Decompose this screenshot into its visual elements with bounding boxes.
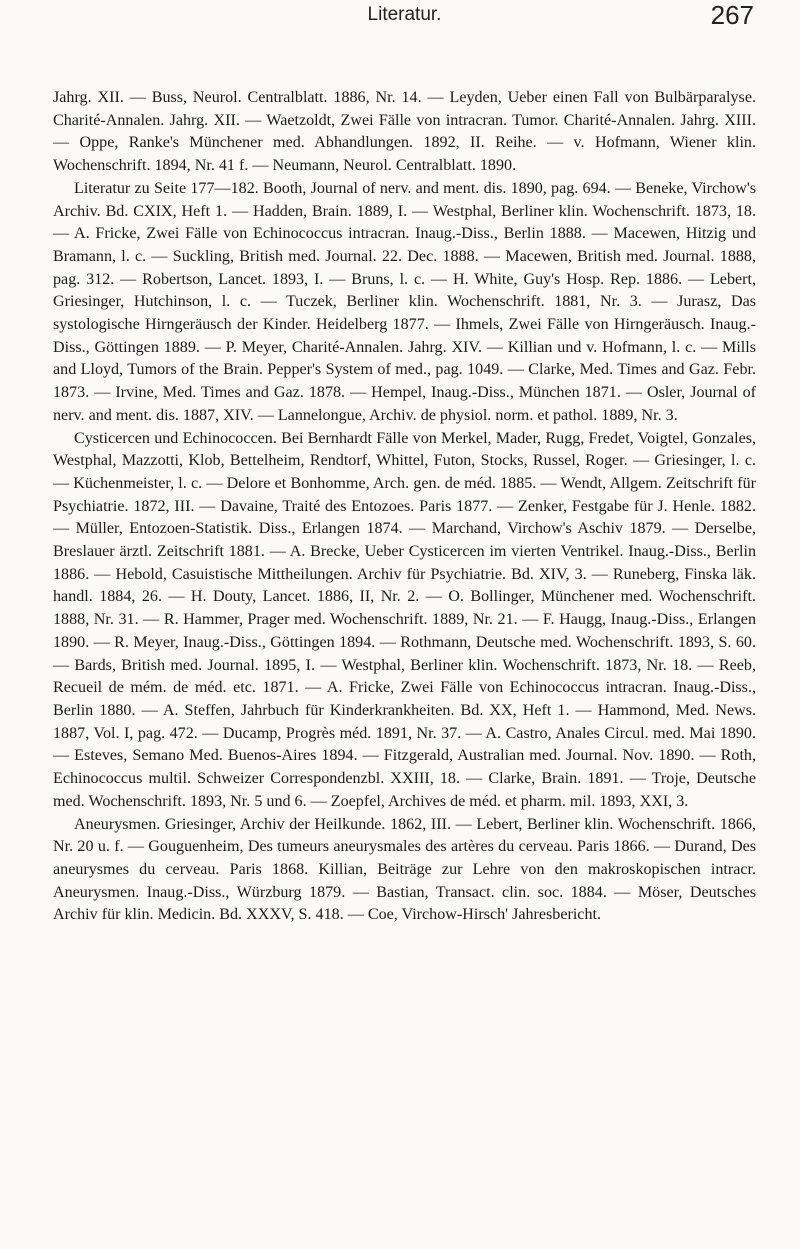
paragraph-aneurysmen: Aneurysmen. Griesinger, Archiv der Heilkunde. 1862, III. — Lebert, Berliner klin. Wochenschrift. 1866, Nr. 20 u. f. — Gouguenheim, Des tumeurs aneurysmales des artères du cerveau. Paris 1866. — Durand, Des aneurysmes du cerveau. Paris 1868. Killian, Beiträge zur Lehre von den makroskopischen intracr. Aneurysmen. Inaug.-Diss., Würzburg 1879. — Bastian, Transact. clin. soc. 1884. — Möser, Deutsches Archiv für klin. Medicin. Bd. XXXV, S. 418. — Coe, Virchow-Hirsch' Jahresbericht.	[53, 815, 756, 924]
paragraph-continuation: Jahrg. XII. — Buss, Neurol. Centralblatt. 1886, Nr. 14. — Leyden, Ueber einen Fall von Bulbärparalyse. Charité-Annalen. Jahrg. XII. — Waetzoldt, Zwei Fälle von intracran. Tumor. Charité-Annalen. Jahrg. XIII. — Oppe, Ranke's Münchener med. Abhandlungen. 1892, II. Reihe. — v. Hofmann, Wiener klin. Wochenschrift. 1894, Nr. 41 f. — Neumann, Neurol. Centralblatt. 1890.	[53, 89, 756, 175]
running-title: Literatur.	[367, 4, 442, 25]
page-header	[53, 0, 756, 40]
page-number: 267	[710, 0, 754, 30]
paragraph-literature-177-182: Literatur zu Seite 177—182. Booth, Journal of nerv. and ment. dis. 1890, pag. 694. — Beneke, Virchow's Archiv. Bd. CXIX, Heft 1. — Hadden, Brain. 1889, I. — Westphal, Berliner klin. Wochenschrift. 1873, 18. — A. Fricke, Zwei Fälle von Echinococcus intracran. Inaug.-Diss., Berlin 1888. — Macewen, Hitzig und Bramann, l. c. — Suckling, British med. Journal. 22. Dec. 1888. — Macewen, British med. Journal. 1888, pag. 312. — Robertson, Lancet. 1893, I. — Bruns, l. c. — H. White, Guy's Hosp. Rep. 1886. — Lebert, Griesinger, Hutchinson, l. c. — Tuczek, Berliner klin. Wochenschrift. 1881, Nr. 3. — Jurasz, Das systologische Hirngeräusch der Kinder. Heidelberg 1877. — Ihmels, Zwei Fälle von Hirngeräusch. Inaug.-Diss., Göttingen 1889. — P. Meyer, Charité-Annalen. Jahrg. XIV. — Killian und v. Hofmann, l. c. — Mills and Lloyd, Tumors of the Brain. Pepper's System of med., pag. 1049. — Clarke, Med. Times and Gaz. Febr. 1873. — Irvine, Med. Times and Gaz. 1878. — Hempel, Inaug.-Diss., München 1871. — Osler, Journal of nerv. and ment. dis. 1887, XIV. — Lannelongue, Archiv. de physiol. norm. et pathol. 1889, Nr. 3.	[53, 179, 756, 424]
bibliography-text	[53, 87, 756, 927]
paragraph-cysticercen: Cysticercen und Echinococcen. Bei Bernhardt Fälle von Merkel, Mader, Rugg, Fredet, Voigtel, Gonzales, Westphal, Mazzotti, Klob, Bettelheim, Rendtorf, Whittel, Futon, Stocks, Russel, Roger. — Griesinger, l. c. — Küchenmeister, l. c. — Delore et Bonhomme, Arch. gen. de méd. 1885. — Wendt, Allgem. Zeitschrift für Psychiatrie. 1872, III. — Davaine, Traité des Entozoes. Paris 1877. — Zenker, Festgabe für J. Henle. 1882. — Müller, Entozoen-Statistik. Diss., Erlangen 1874. — Marchand, Virchow's Aschiv 1879. — Derselbe, Breslauer ärztl. Zeitschrift 1881. — A. Brecke, Ueber Cysticercen im vierten Ventrikel. Inaug.-Diss., Berlin 1886. — Hebold, Casuistische Mittheilungen. Archiv für Psychiatrie. Bd. XIV, 3. — Runeberg, Finska läk. handl. 1884, 26. — H. Douty, Lancet. 1886, II, Nr. 2. — O. Bollinger, Münchener med. Wochenschrift. 1888, Nr. 31. — R. Hammer, Prager med. Wochenschrift. 1889, Nr. 21. — F. Haugg, Inaug.-Diss., Erlangen 1890. — R. Meyer, Inaug.-Diss., Göttingen 1894. — Rothmann, Deutsche med. Wochenschrift. 1893, S. 60. — Bards, British med. Journal. 1895, I. — Westphal, Berliner klin. Wochenschrift. 1873, Nr. 18. — Reeb, Recueil de mém. de méd. etc. 1871. — A. Fricke, Zwei Fälle von Echinococcus intracran. Inaug.-Diss., Berlin 1880. — A. Steffen, Jahrbuch für Kinderkrankheiten. Bd. XX, Heft 1. — Hammond, Med. News. 1887, Vol. I, pag. 472. — Ducamp, Progrès méd. 1891, Nr. 37. — A. Castro, Anales Circul. med. Mai 1890. — Esteves, Semano Med. Buenos-Aires 1894. — Fitzgerald, Australian med. Journal. Nov. 1890. — Roth, Echinococcus multil. Schweizer Correspondenzbl. XXIII, 18. — Clarke, Brain. 1891. — Troje, Deutsche med. Wochenschrift. 1893, Nr. 5 und 6. — Zoepfel, Archives de méd. et pharm. mil. 1893, XXI, 3.	[53, 429, 756, 810]
